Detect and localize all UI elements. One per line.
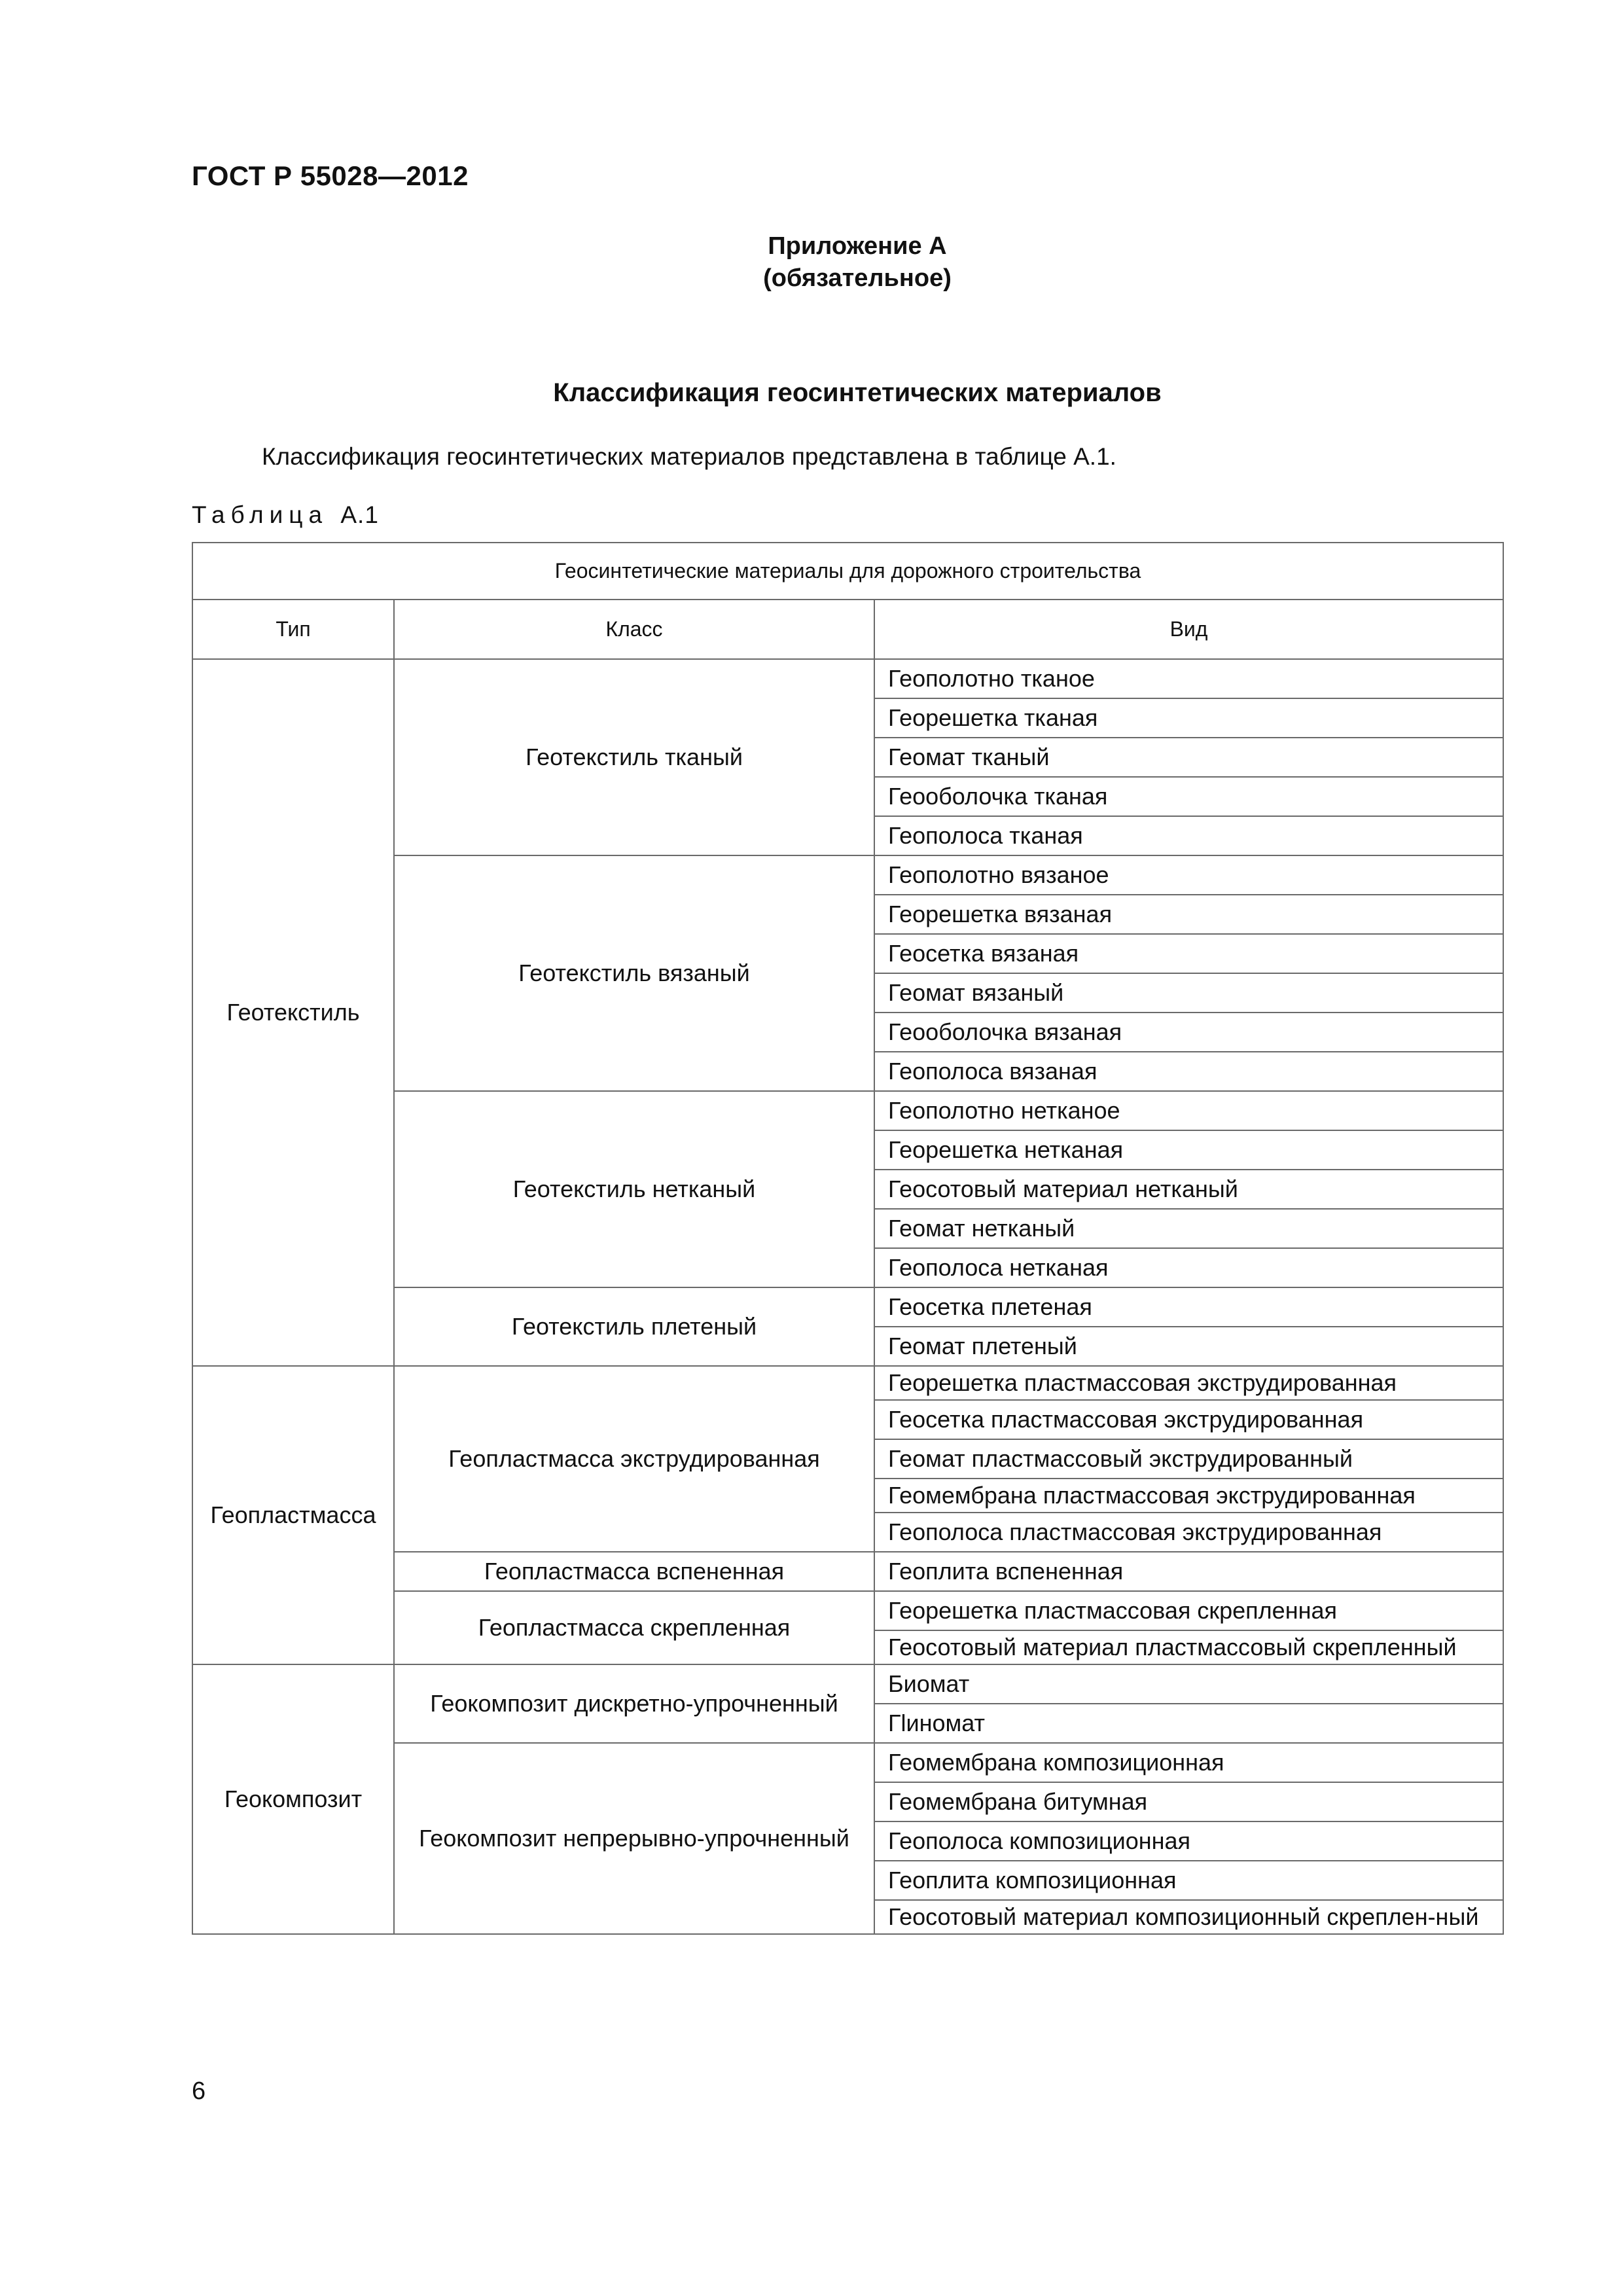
class-cell: Геопластмасса вспененная xyxy=(394,1552,874,1591)
intro-paragraph: Классификация геосинтетических материалов представлена в таблице А.1. xyxy=(262,443,1116,470)
table-row xyxy=(192,1366,1503,1400)
kind-cell: Георешетка пластмассовая скрепленная xyxy=(874,1591,1503,1630)
kind-cell: Геомат плетеный xyxy=(874,1327,1503,1366)
kind-cell: Геосотовый материал нетканый xyxy=(874,1170,1503,1209)
section-title-text: Классификация геосинтетических материалов xyxy=(553,378,1162,407)
class-cell: Геотекстиль нетканый xyxy=(394,1091,874,1287)
column-header-type: Тип xyxy=(192,600,394,659)
kind-cell: Геополоса нетканая xyxy=(874,1248,1503,1287)
kind-cell: Геополотно вязаное xyxy=(874,855,1503,895)
document-code: ГОСТ Р 55028—2012 xyxy=(192,160,469,191)
kind-cell: Геомембрана пластмассовая экструдированная xyxy=(874,1479,1503,1513)
page-number: 6 xyxy=(192,2077,206,2105)
column-header-kind: Вид xyxy=(874,600,1503,659)
kind-cell: Геомат нетканый xyxy=(874,1209,1503,1248)
kind-cell: Геомат тканый xyxy=(874,738,1503,777)
kind-cell: Геополоса композиционная xyxy=(874,1821,1503,1861)
kind-cell: Геооболочка вязаная xyxy=(874,1013,1503,1052)
kind-cell: Геомат вязаный xyxy=(874,973,1503,1013)
class-cell: Геопластмасса скрепленная xyxy=(394,1591,874,1664)
kind-cell: Геосотовый материал композиционный скреплен-ный xyxy=(874,1900,1503,1934)
class-cell: Геокомпозит непрерывно-упрочненный xyxy=(394,1743,874,1934)
kind-cell: Геомат пластмассовый экструдированный xyxy=(874,1439,1503,1479)
table-caption-word: Таблица xyxy=(192,501,329,528)
kind-cell: Геополотно тканое xyxy=(874,659,1503,698)
kind-cell: Георешетка нетканая xyxy=(874,1130,1503,1170)
type-cell: Геотекстиль xyxy=(192,659,394,1366)
kind-cell: Геосотовый материал пластмассовый скрепленный xyxy=(874,1630,1503,1664)
type-cell: Геопластмасса xyxy=(192,1366,394,1664)
kind-cell: Геополоса тканая xyxy=(874,816,1503,855)
kind-cell: Геосетка плетеная xyxy=(874,1287,1503,1327)
annex-status: (обязательное) xyxy=(763,264,952,292)
kind-cell: Георешетка тканая xyxy=(874,698,1503,738)
kind-cell: Геополоса вязаная xyxy=(874,1052,1503,1091)
kind-cell: Геосетка вязаная xyxy=(874,934,1503,973)
annex-heading xyxy=(0,230,1623,295)
table-body xyxy=(192,659,1503,1934)
annex-title: Приложение А xyxy=(768,232,947,260)
table-row xyxy=(192,659,1503,698)
classification-table xyxy=(192,542,1504,1935)
kind-cell: Биомат xyxy=(874,1664,1503,1704)
kind-cell: Геоплита композиционная xyxy=(874,1861,1503,1900)
class-cell: Геотекстиль тканый xyxy=(394,659,874,855)
kind-cell: Геомембрана композиционная xyxy=(874,1743,1503,1782)
type-cell: Геокомпозит xyxy=(192,1664,394,1934)
kind-cell: Георешетка вязаная xyxy=(874,895,1503,934)
class-cell: Геотекстиль плетеный xyxy=(394,1287,874,1366)
column-header-class: Класс xyxy=(394,600,874,659)
table-row xyxy=(192,1664,1503,1704)
class-cell: Геопластмасса экструдированная xyxy=(394,1366,874,1552)
class-cell: Геокомпозит дискретно-упрочненный xyxy=(394,1664,874,1743)
table-main-header: Геосинтетические материалы для дорожного строительства xyxy=(192,543,1503,600)
kind-cell: Геоплита вспененная xyxy=(874,1552,1503,1591)
table-caption-number: А.1 xyxy=(340,501,379,528)
kind-cell: Геополотно нетканое xyxy=(874,1091,1503,1130)
table-caption xyxy=(192,501,379,529)
section-title xyxy=(0,378,1623,408)
kind-cell: Гlиномат xyxy=(874,1704,1503,1743)
kind-cell: Геооболочка тканая xyxy=(874,777,1503,816)
class-cell: Геотекстиль вязаный xyxy=(394,855,874,1091)
kind-cell: Георешетка пластмассовая экструдированная xyxy=(874,1366,1503,1400)
kind-cell: Геополоса пластмассовая экструдированная xyxy=(874,1513,1503,1552)
kind-cell: Геосетка пластмассовая экструдированная xyxy=(874,1400,1503,1439)
kind-cell: Геомембрана битумная xyxy=(874,1782,1503,1821)
